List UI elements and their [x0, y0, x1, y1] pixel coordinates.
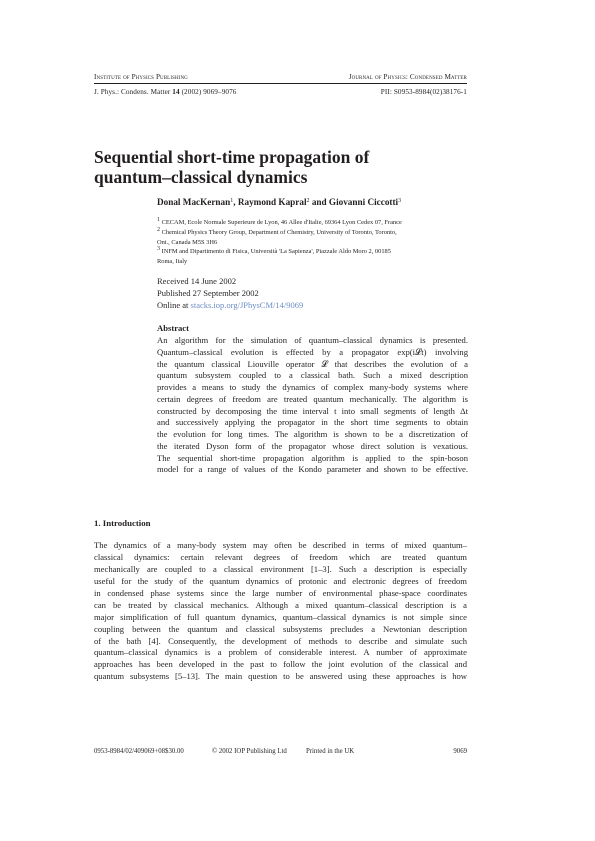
body-line: coupling between the quantum and classical subsystems precludes a Newtonian description: [94, 623, 467, 634]
body-line: of the bath [4]. Consequently, the development of methods to describe and simulate such: [94, 635, 467, 646]
abstract-heading: Abstract: [157, 323, 189, 333]
abstract-line: The sequential short-time propagation algorithm is applied to the spin-boson: [157, 452, 468, 463]
abstract-line: certain degrees of freedom are treated quantum mechanically. The algorithm is: [157, 393, 468, 404]
abstract-line: constructed by decomposing the time interval t into small segments of length Δt: [157, 405, 468, 416]
citation: J. Phys.: Condens. Matter 14 (2002) 9069–9076: [94, 88, 237, 96]
body-line: can be treated by classical mechanics. Although a mixed quantum–classical description is a: [94, 599, 467, 610]
affiliation-line: $^1$ CECAM, Ecole Normale Superieure de Lyon, 46 Allee d'Italie, 69364 Lyon Cedex 07, France: [157, 217, 402, 226]
pii: PII: S0953-8984(02)38176-1: [380, 88, 467, 96]
body-line: useful for the study of the quantum dynamics of protonic and electronic degrees of freedom: [94, 575, 467, 586]
issn-price: 0953-8984/02/409069+08$30.00: [94, 748, 184, 755]
abstract-line: the iterated Dyson form of the propagator whose direct solution is vexatious.: [157, 440, 468, 451]
author-list: Donal MacKernan$^1$, Raymond Kapral$^2$ and Giovanni Ciccotti$^3$: [157, 197, 402, 207]
body-line: mechanically are coupled to a classical environment [1–3]. Such a description is especially: [94, 563, 467, 574]
abstract-line: provides a means to study the dynamics of complex many-body systems where: [157, 382, 468, 392]
online-link[interactable]: stacks.iop.org/JPhysCM/14/9069: [190, 299, 304, 310]
received-date: Received 14 June 2002: [157, 276, 237, 286]
body-line: quantum–classical dynamics is a problem of considerable interest. A number of approximate: [94, 647, 467, 658]
journal-name: Journal of Physics: Condensed Matter: [348, 73, 467, 81]
published-date: Published 27 September 2002: [157, 287, 259, 298]
printed-in: Printed in the UK: [306, 748, 355, 755]
affiliations: [157, 218, 469, 267]
affiliation-line: $^2$ Chemical Physics Theory Group, Department of Chemistry, University of Toronto, Toronto,: [157, 226, 397, 236]
page-number: 9069: [453, 748, 467, 755]
abstract-line: Quantum–classical evolution is effected by a propagator exp(i𝓛t) involving: [157, 346, 468, 357]
paper-title: Sequential short-time propagation of quantum–classical dynamics: [94, 147, 370, 187]
header-rule: [94, 83, 467, 84]
body-line: quantum subsystems [5–13]. The main question to be answered using these approaches is how: [94, 671, 467, 682]
abstract-line: and successively applying the propagator in the short time segments to obtain: [157, 417, 468, 428]
section-body: [94, 540, 467, 683]
publication-dates: [157, 276, 303, 311]
body-line: in condensed phase systems since the large number of environmental phase-space coordinates: [94, 587, 467, 598]
body-line: major simplification of full quantum dynamics, quantum–classical dynamics is not simple since: [94, 611, 467, 622]
affiliation-line: Roma, Italy: [157, 258, 188, 266]
abstract-line: model for a range of values of the Kondo parameter and shown to be effective.: [157, 464, 468, 475]
affiliation-line: $^3$ INFM and Dipartimento di Fisica, Università 'La Sapienza', Piazzale Aldo Moro 2, 00185: [157, 246, 391, 256]
abstract-body: [157, 335, 468, 476]
abstract-line: the evolution for long times. The algorithm is shown to be a discretization of: [157, 429, 468, 439]
section-heading: 1. Introduction: [94, 518, 151, 528]
abstract-line: the quantum classical Liouville operator 𝓛 that describes the evolution of a: [157, 358, 468, 369]
abstract-line: quantum subsystem coupled to a classical bath. Such a mixed description: [157, 370, 468, 381]
online-at: Online at stacks.iop.org/JPhysCM/14/9069: [157, 299, 304, 310]
affiliation-line: Ont., Canada M5S 3H6: [157, 238, 218, 246]
body-line: The dynamics of a many-body system may often be described in terms of mixed quantum–: [94, 540, 467, 550]
abstract-line: An algorithm for the simulation of quantum–classical dynamics is presented.: [157, 335, 468, 345]
body-line: classical dynamics: certain relevant degrees of freedom which are treated quantum: [94, 551, 467, 562]
body-line: approaches has been developed in the past to follow the joint evolution of the classical and: [94, 659, 467, 670]
copyright: © 2002 IOP Publishing Ltd: [212, 748, 287, 755]
publisher-name: Institute of Physics Publishing: [94, 73, 188, 81]
